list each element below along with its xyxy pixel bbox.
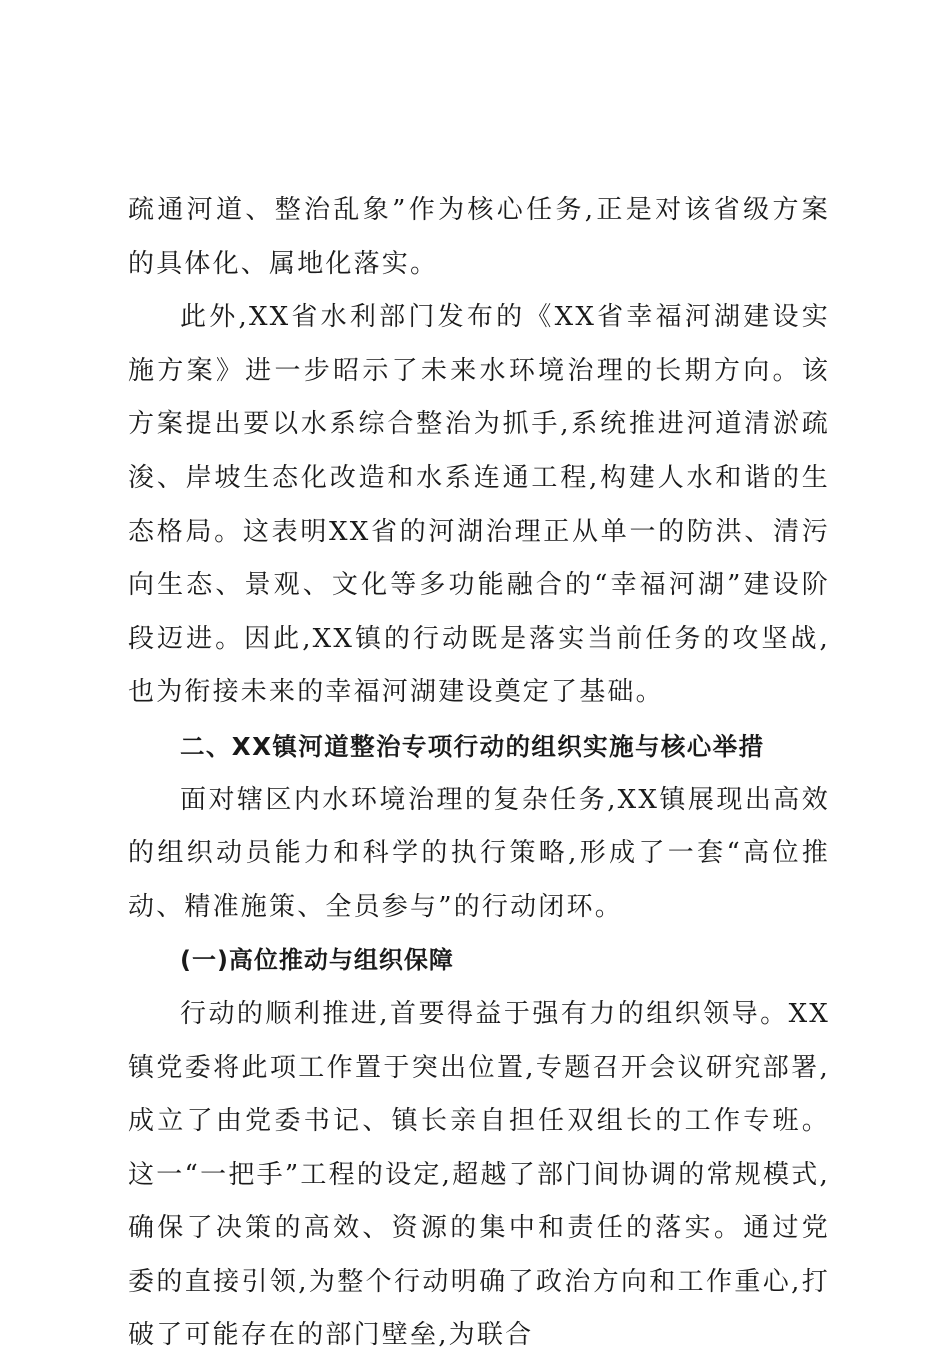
subsection-heading: (一)高位推动与组织保障 (180, 946, 454, 975)
paragraph-happy-rivers-plan: 此外,XX省水利部门发布的《XX省幸福河湖建设实施方案》进一步昭示了未来水环境治理的长期方向。该方案提出要以水系综合整治为抓手,系统推进河道清淤疏浚、岸坡生态化改造和水系连通工程,构建人水和谐的生态格局。这表明XX省的河湖治理正从单一的防洪、清污向生态、景观、文化等多功能融合的“幸福河湖”建设阶段迈进。因此,XX镇的行动既是落实当前任务的攻坚战,也为衔接未来的幸福河湖建设奠定了基础。 (128, 302, 830, 708)
paragraph-continuation: 疏通河道、整治乱象”作为核心任务,正是对该省级方案的具体化、属地化落实。 (128, 195, 830, 279)
document-page (128, 184, 830, 1363)
paragraph-section-intro: 面对辖区内水环境治理的复杂任务,XX镇展现出高效的组织动员能力和科学的执行策略,形成了一套“高位推动、精准施策、全员参与”的行动闭环。 (128, 784, 830, 922)
paragraph-organization: 行动的顺利推进,首要得益于强有力的组织领导。XX镇党委将此项工作置于突出位置,专题召开会议研究部署,成立了由党委书记、镇长亲自担任双组长的工作专班。这一“一把手”工程的设定,超越了部门间协调的常规模式,确保了决策的高效、资源的集中和责任的落实。通过党委的直接引领,为整个行动明确了政治方向和工作重心,打破了可能存在的部门壁垒,为联合 (128, 998, 830, 1351)
section-heading: 二、XX镇河道整治专项行动的组织实施与核心举措 (180, 731, 765, 761)
